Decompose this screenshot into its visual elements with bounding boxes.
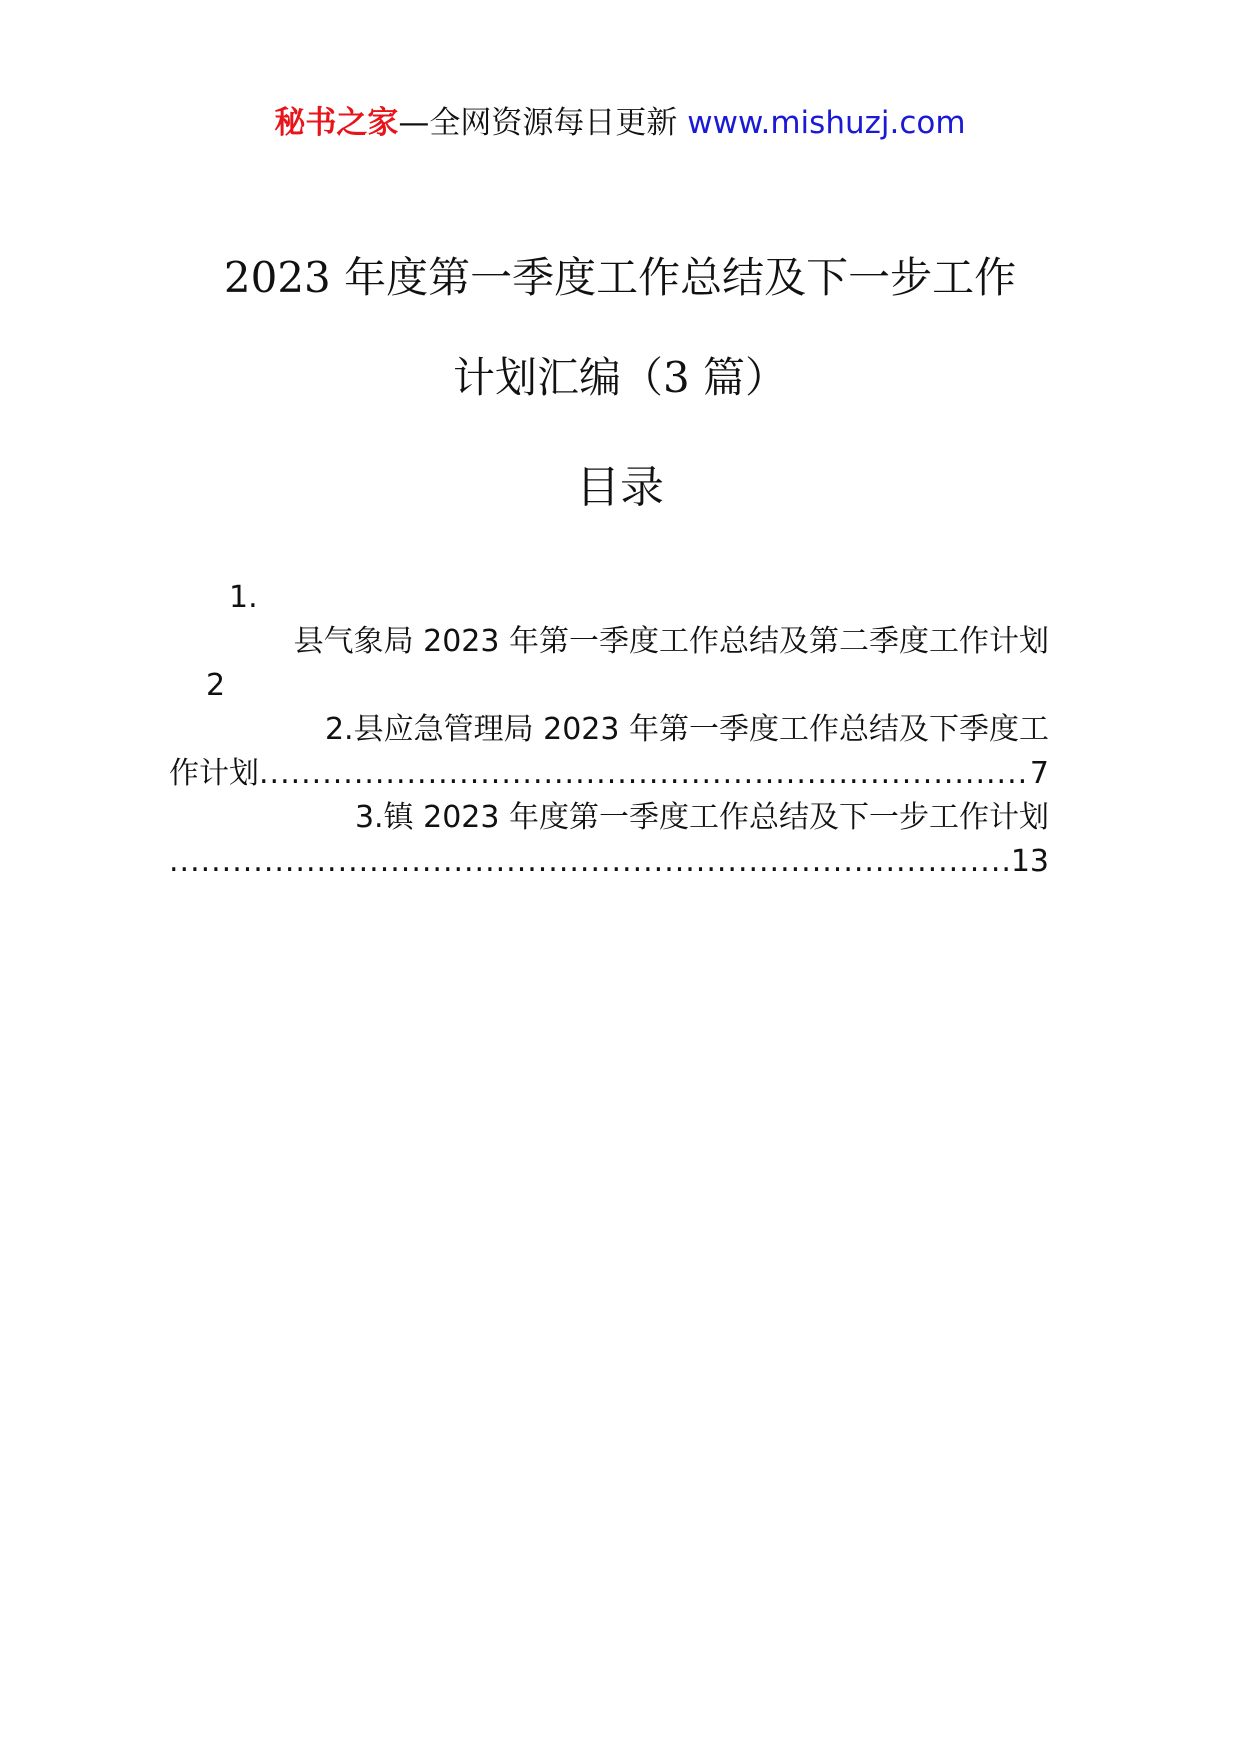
toc-entry-3-page: 13 (1010, 844, 1049, 879)
toc-heading: 目录 (576, 462, 664, 513)
header-tagline: —全网资源每日更新 (398, 105, 678, 141)
title-line-1: 2023 年度第一季度工作总结及下一步工作 (223, 253, 1017, 302)
toc-entry-2-page: 7 (1029, 756, 1049, 791)
title-line-2: 计划汇编（3 篇） (452, 353, 788, 402)
toc-entry-1-number-line[interactable] (187, 576, 1049, 620)
document-title (190, 228, 1050, 428)
table-of-contents (169, 576, 1049, 884)
toc-entry-1-number: 1. (229, 580, 258, 615)
site-header (0, 103, 1240, 143)
toc-entry-1-title: 县气象局 2023 年第一季度工作总结及第二季度工作计划 (293, 624, 1049, 659)
toc-entry-2-title-line[interactable] (187, 708, 1049, 752)
toc-entry-2-leader-line[interactable] (169, 752, 1049, 796)
toc-entry-3-title-line[interactable] (187, 796, 1049, 840)
brand-name: 秘书之家 (274, 105, 399, 141)
site-url-link[interactable]: www.mishuzj.com (687, 105, 966, 141)
toc-entry-1-page: 2 (206, 668, 226, 703)
toc-entry-1-title-line[interactable] (187, 620, 1049, 664)
toc-entry-2-title-continued: 作计划 (169, 756, 259, 791)
toc-entry-2-title: 2.县应急管理局 2023 年第一季度工作总结及下季度工 (324, 712, 1049, 747)
toc-entry-3-dot-leader (169, 840, 1011, 884)
toc-entry-2-dot-leader (259, 752, 1030, 796)
toc-entry-1-page-line[interactable] (187, 664, 1049, 708)
toc-entry-3-title: 3.镇 2023 年度第一季度工作总结及下一步工作计划 (354, 800, 1049, 835)
toc-entry-3-leader-line[interactable] (169, 840, 1049, 884)
